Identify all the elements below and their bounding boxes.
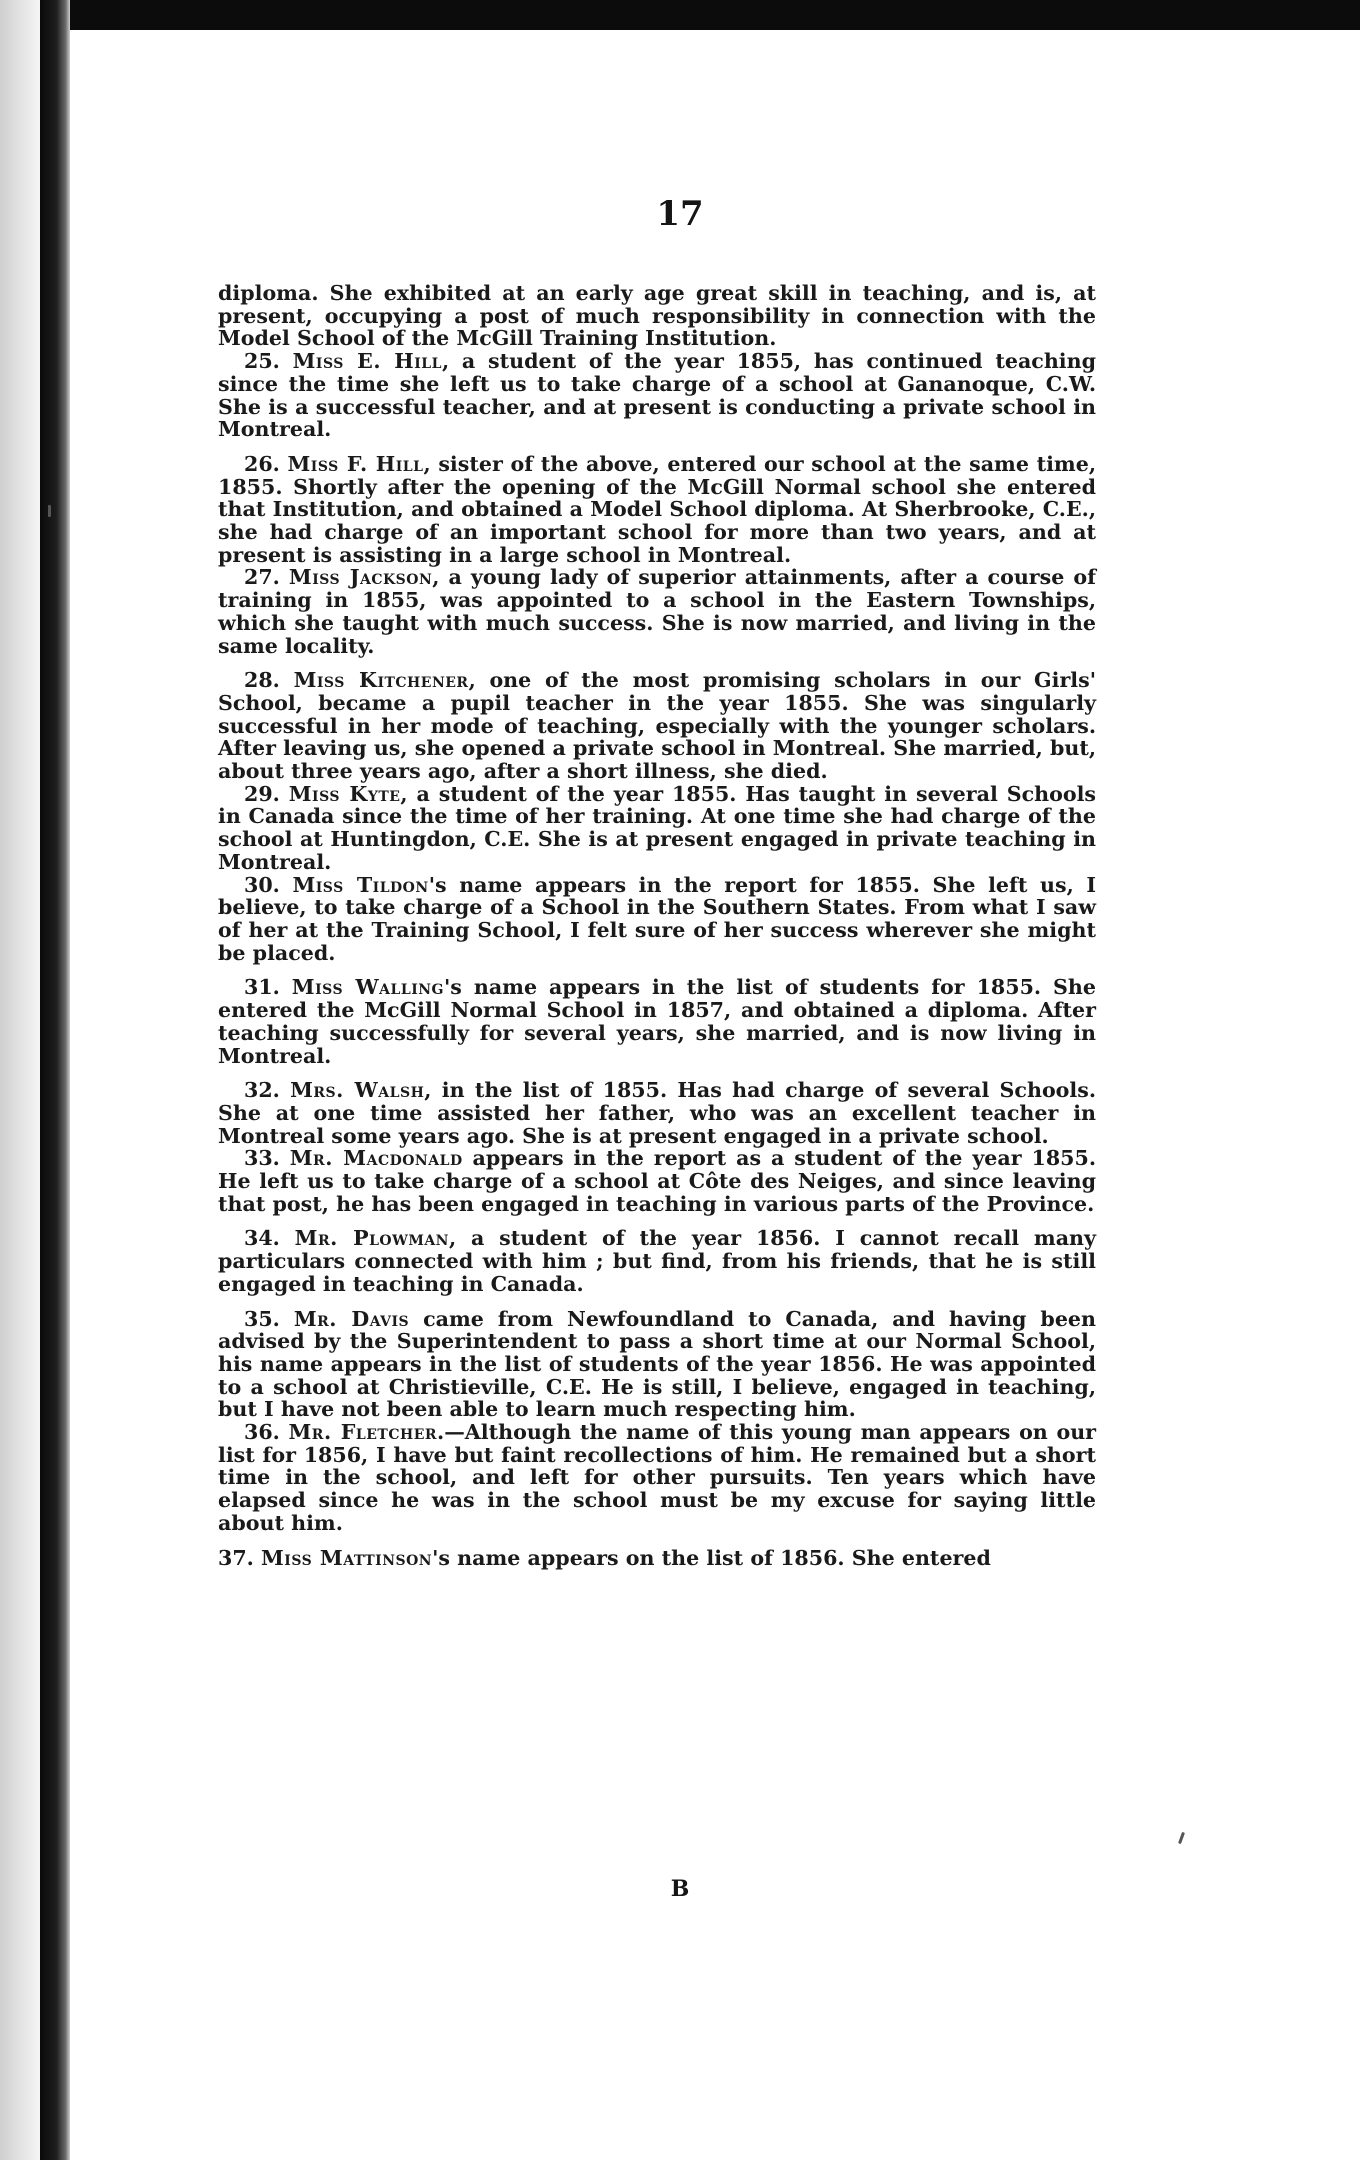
entry-36: 36. Mr. Fletcher.—Although the name of this young man appears on our list for 1856, I have but faint recollections of him. He remained but a short time in the school, and left for other pursuits. Ten years which have elapsed since he was in the school must be my excuse for saying little about him.	[218, 1420, 1097, 1535]
entry-33: 33. Mr. Macdonald appears in the report as a student of the year 1855. He left us to take charge of a school at Côte des Neiges, and since leaving that post, he has been engaged in teaching in various parts of the Province.	[218, 1146, 1096, 1216]
entry-34: 34. Mr. Plowman, a student of the year 1856. I cannot recall many particulars connected with him ; but find, from his friends, that he is still engaged in teaching in Canada.	[218, 1226, 1096, 1296]
person-name: Miss Tildon	[292, 872, 429, 897]
person-name: Miss Kitchener	[293, 668, 469, 693]
scan-left-margin	[0, 0, 40, 2160]
person-name: Mr. Davis	[293, 1306, 410, 1331]
entry-25: 25. Miss E. Hill, a student of the year 1855, has continued teaching since the time she left us to take charge of a school at Gananoque, C.W. She is a successful teacher, and at present is conducting a private school in Montreal.	[218, 349, 1096, 442]
scan-speck	[48, 505, 51, 517]
person-name: Miss Kyte	[288, 781, 401, 806]
signature-mark: B	[670, 1876, 690, 1902]
entry-27: 27. Miss Jackson, a young lady of superior attainments, after a course of training in 1855, was appointed to a school in the Eastern Townships, which she taught with much success. She is now married, and living in the same locality.	[218, 565, 1097, 658]
person-name: Mr. Plowman	[294, 1226, 449, 1251]
page-number: 17	[656, 194, 704, 234]
entry-30: 30. Miss Tildon's name appears in the report for 1855. She left us, I believe, to take charge of a School in the Southern States. From what I saw of her at the Training School, I felt sure of her success wherever she might be placed.	[218, 872, 1097, 965]
entry-35: 35. Mr. Davis came from Newfoundland to Canada, and having been advised by the Superintendent to pass a short time at our Normal School, his name appears in the list of students of the year 1856. He was appointed to a school at Christieville, C.E. He is still, I believe, engaged in teaching, but I have not been able to learn much respecting him.	[218, 1306, 1097, 1422]
person-name: Miss Jackson	[288, 565, 433, 590]
book-spine-shadow	[40, 0, 70, 2160]
person-name: Miss E. Hill	[292, 349, 442, 374]
entry-26: 26. Miss F. Hill, sister of the above, entered our school at the same time, 1855. Shortly after the opening of the McGill Normal school she entered that Institution, and obtained a Model School diploma. At Sherbrooke, C.E., she had charge of an important school for more than two years, and at present is assisting in a large school in Montreal.	[218, 451, 1096, 567]
person-name: Mr. Fletcher	[288, 1420, 438, 1445]
person-name: Miss Mattinson	[261, 1545, 433, 1570]
person-name: Miss F. Hill	[287, 451, 424, 476]
entry-37: 37. Miss Mattinson's name appears on the list of 1856. She entered	[218, 1545, 991, 1570]
person-name: Miss Walling	[291, 975, 444, 1000]
entry-28: 28. Miss Kitchener, one of the most promising scholars in our Girls' School, became a pupil teacher in the year 1855. She was singularly successful in her mode of teaching, especially with the younger scholars. After leaving us, she opened a private school in Montreal. She married, but, about three years ago, after a short illness, she died.	[218, 668, 1097, 784]
entry-32: 32. Mrs. Walsh, in the list of 1855. Has had charge of several Schools. She at one time assisted her father, who was an excellent teacher in Montreal some years ago. She is at present engaged in a private school.	[218, 1078, 1096, 1148]
entry-31: 31. Miss Walling's name appears in the list of students for 1855. She entered the McGill Normal School in 1857, and obtained a diploma. After teaching successfully for several years, she married, and is now living in Montreal.	[218, 975, 1096, 1068]
person-name: Mrs. Walsh	[290, 1078, 425, 1103]
entry-29: 29. Miss Kyte, a student of the year 1855. Has taught in several Schools in Canada since the time of her training. At one time she had charge of the school at Huntingdon, C.E. She is at present engaged in private teaching in Montreal.	[218, 781, 1096, 874]
body-text	[218, 282, 1096, 1569]
scan-top-border	[0, 0, 1360, 30]
person-name: Mr. Macdonald	[289, 1146, 463, 1171]
paragraph-continuation: diploma. She exhibited at an early age great skill in teaching, and is, at present, occupying a post of much responsibility in connection with the Model School of the McGill Training Institution.	[218, 281, 1096, 351]
